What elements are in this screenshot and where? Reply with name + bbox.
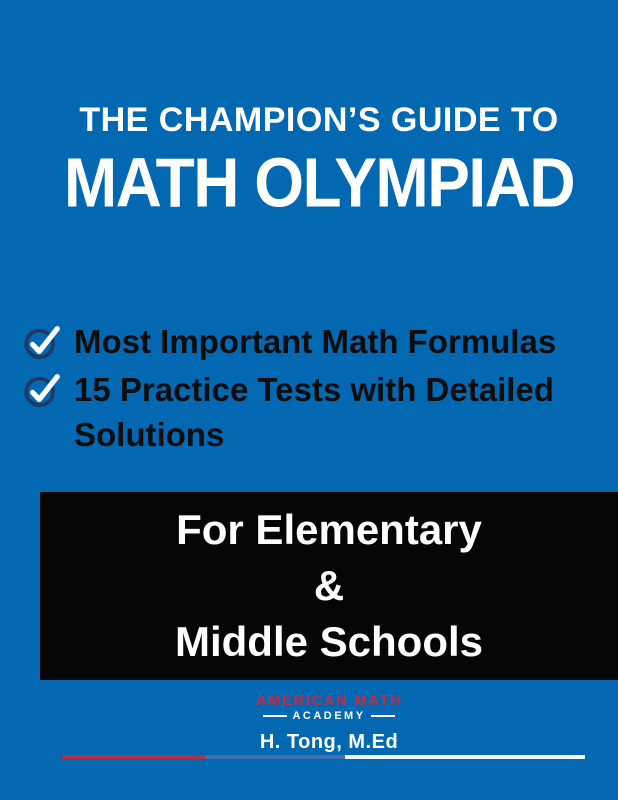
- brand-dash-right: [371, 715, 395, 717]
- check-circle-icon: [24, 322, 62, 362]
- title-subline: THE CHAMPION’S GUIDE TO: [79, 101, 559, 139]
- banner-line-2: &: [313, 561, 345, 609]
- stripe-red-segment: [62, 755, 205, 759]
- publisher-brand-row: [40, 710, 618, 722]
- book-title: [20, 100, 618, 222]
- publisher-brand-subname: ACADEMY: [292, 710, 366, 722]
- brand-dash-left: [263, 715, 287, 717]
- banner-line-3: Middle Schools: [174, 618, 484, 666]
- list-item-text: Most Important Math Formulas: [74, 323, 557, 360]
- stripe-white-segment: [345, 755, 585, 759]
- feature-checklist: [24, 320, 599, 461]
- publisher-block: [40, 692, 618, 754]
- banner-line-1: For Elementary: [176, 505, 482, 553]
- list-item-text: 15 Practice Tests with Detailed Solutions: [74, 370, 554, 453]
- check-circle-icon: [24, 370, 62, 410]
- list-item: [24, 320, 599, 365]
- publisher-brand-name: AMERICAN MATH: [255, 692, 403, 709]
- title-main: MATH OLYMPIAD: [63, 143, 575, 222]
- list-item: [24, 368, 599, 458]
- audience-banner: [40, 492, 618, 680]
- stripe-blue-segment: [205, 755, 345, 759]
- tricolor-stripe: [62, 755, 585, 759]
- author-name: H. Tong, M.Ed: [259, 731, 399, 753]
